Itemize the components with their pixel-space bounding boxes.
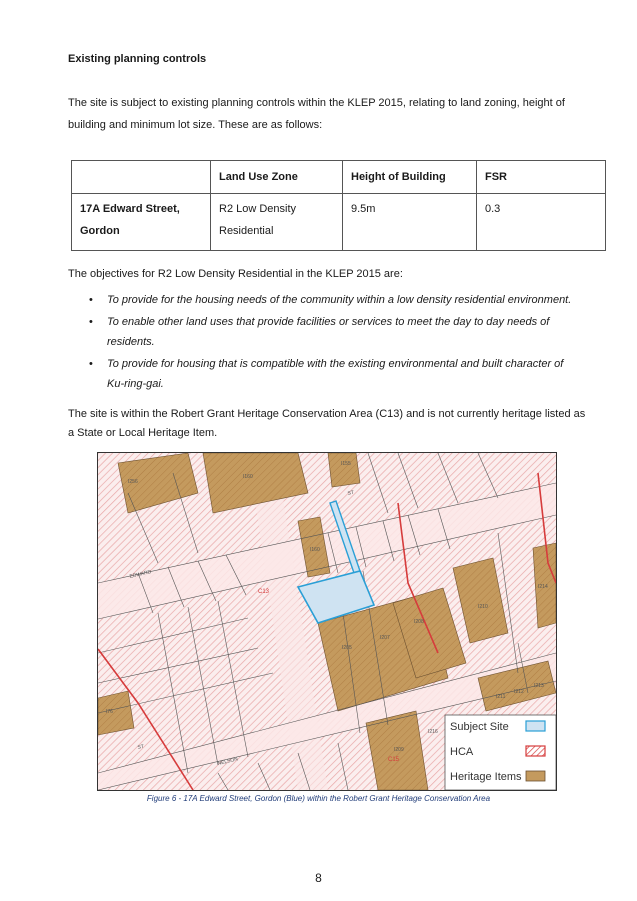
item-label: I214 bbox=[538, 584, 548, 590]
area-label: C15 bbox=[388, 757, 400, 763]
heritage-paragraph: The site is within the Robert Grant Heritage Conservation Area (C13) and is not currently heritage listed as a State or Local Heritage Item. bbox=[68, 408, 586, 439]
street-label: ST bbox=[347, 489, 355, 497]
map-legend bbox=[445, 715, 556, 790]
item-label: I210 bbox=[478, 604, 488, 610]
list-item bbox=[89, 290, 582, 310]
item-label: I205 bbox=[342, 645, 352, 651]
bullet-icon: • bbox=[89, 358, 93, 370]
height-cell: 9.5m bbox=[343, 194, 477, 251]
heritage-map bbox=[97, 452, 557, 791]
street-label: ST bbox=[137, 743, 145, 751]
item-label: I155 bbox=[341, 461, 351, 467]
section-heading: Existing planning controls bbox=[68, 53, 207, 65]
heritage-item-parcel bbox=[328, 453, 360, 487]
legend-swatch-hca bbox=[526, 746, 545, 756]
fsr-cell: 0.3 bbox=[477, 194, 606, 251]
objective-text: To enable other land uses that provide facilities or services to meet the day to day needs of residents. bbox=[107, 316, 550, 348]
address-line: Gordon bbox=[80, 225, 120, 237]
figure-caption: Figure 6 - 17A Edward Street, Gordon (Blue) within the Robert Grant Heritage Conservation Area bbox=[146, 794, 491, 803]
item-label: I76 bbox=[106, 709, 113, 715]
item-label: I208 bbox=[414, 619, 424, 625]
table-header-row bbox=[72, 161, 606, 194]
zone-line: R2 Low Density bbox=[219, 203, 297, 215]
legend-label: HCA bbox=[450, 746, 474, 758]
table-header-cell: FSR bbox=[477, 161, 606, 194]
area-label: C13 bbox=[258, 589, 270, 595]
objectives-intro: The objectives for R2 Low Density Residential in the KLEP 2015 are: bbox=[68, 268, 403, 280]
heritage-item-parcel bbox=[98, 691, 134, 735]
table-row bbox=[72, 194, 606, 251]
table-header-cell bbox=[72, 161, 211, 194]
item-label: I216 bbox=[428, 729, 438, 735]
planning-controls-table bbox=[71, 160, 606, 251]
zone-cell bbox=[211, 194, 343, 251]
bullet-icon: • bbox=[89, 294, 93, 306]
map-svg bbox=[98, 453, 556, 790]
objectives-list bbox=[89, 290, 582, 396]
item-label: I207 bbox=[380, 635, 390, 641]
objective-text: To provide for housing that is compatible with the existing environmental and built character of Ku-ring-gai. bbox=[107, 358, 564, 390]
address-line: 17A Edward Street, bbox=[80, 203, 180, 215]
street-label: NELSON bbox=[217, 756, 239, 767]
item-label: I160 bbox=[310, 547, 320, 553]
item-label: I211 bbox=[496, 694, 506, 700]
bullet-icon: • bbox=[89, 316, 93, 328]
objective-text: To provide for the housing needs of the community within a low density residential environment. bbox=[107, 294, 572, 306]
legend-swatch-heritage bbox=[526, 771, 545, 781]
address-cell bbox=[72, 194, 211, 251]
item-label: I212 bbox=[514, 689, 524, 695]
item-label: I213 bbox=[534, 683, 544, 689]
legend-swatch-subject bbox=[526, 721, 545, 731]
list-item bbox=[89, 312, 582, 352]
street-label: EDWARD bbox=[129, 569, 152, 580]
item-label: I256 bbox=[128, 479, 138, 485]
zone-line: Residential bbox=[219, 225, 274, 237]
table-header-cell: Land Use Zone bbox=[211, 161, 343, 194]
intro-paragraph: The site is subject to existing planning controls within the KLEP 2015, relating to land zoning, height of building and minimum lot size. These are as follows: bbox=[68, 97, 565, 131]
page-number: 8 bbox=[315, 871, 322, 885]
list-item bbox=[89, 354, 582, 394]
item-label: I209 bbox=[394, 747, 404, 753]
legend-label: Heritage Items bbox=[450, 771, 522, 783]
item-label: I160 bbox=[243, 474, 253, 480]
table-header-cell: Height of Building bbox=[343, 161, 477, 194]
legend-label: Subject Site bbox=[450, 721, 509, 733]
